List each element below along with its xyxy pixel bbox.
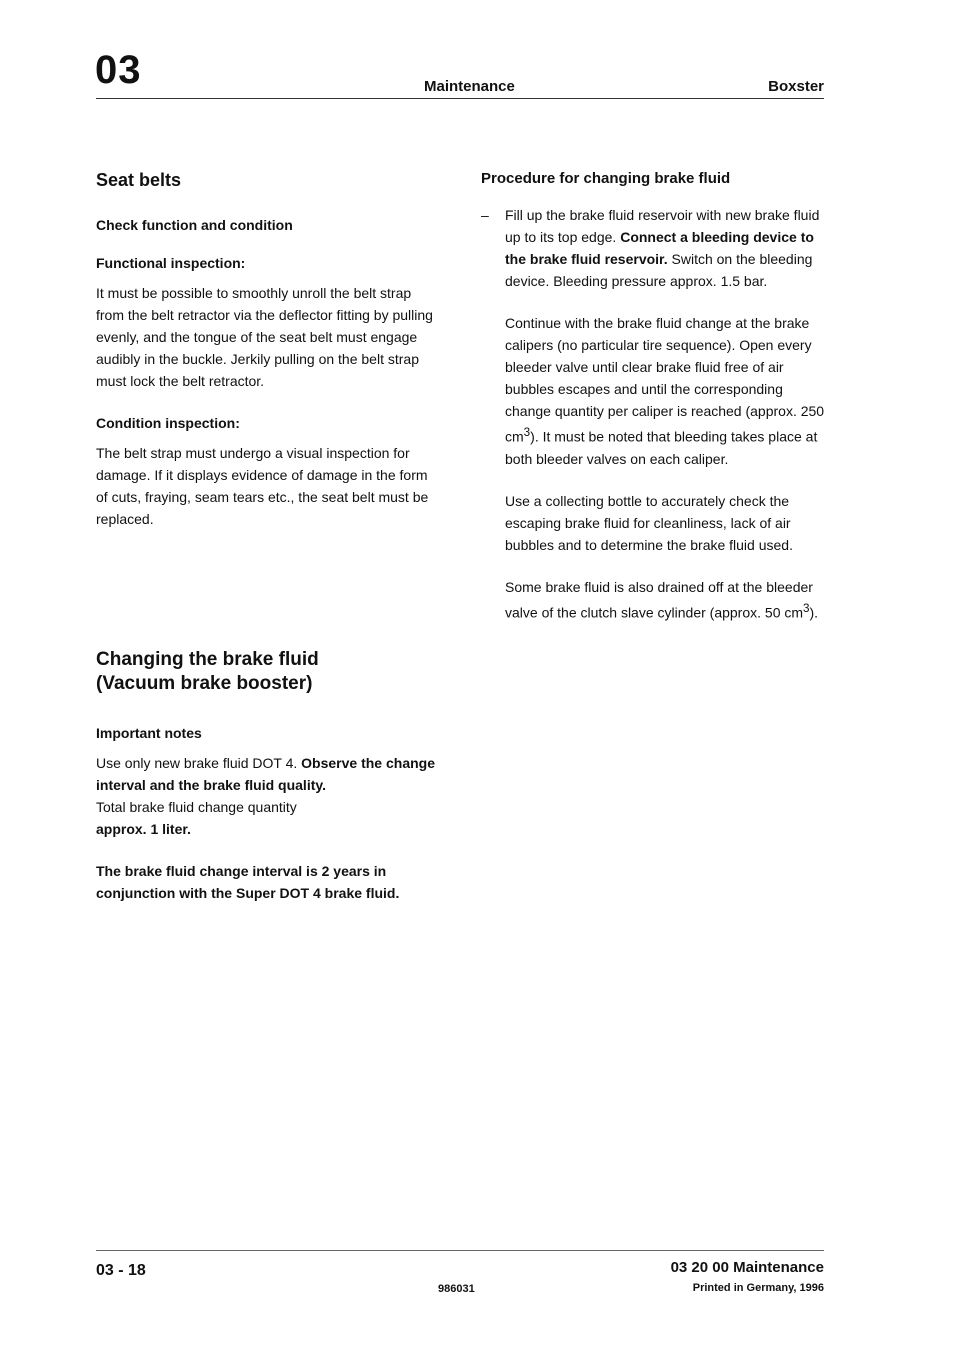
footer-rule (96, 1250, 824, 1251)
para-4b: ). (809, 604, 819, 621)
seat-belts-subtitle: Check function and condition (96, 217, 293, 233)
printed-note: Printed in Germany, 1996 (692, 1282, 824, 1294)
para-4-sup: 3 (803, 601, 810, 615)
page-number: 03 - 18 (96, 1262, 146, 1279)
change-interval-text: The brake fluid change interval is 2 years in conjunction with the Super DOT 4 brake fluid. (96, 863, 400, 901)
step-text-2: Switch on the bleeding device. Bleeding pressure approx. 1.5 bar. (505, 251, 813, 289)
right-column (481, 168, 826, 643)
brake-fluid-heading-line-1: Changing the brake fluid (96, 649, 319, 670)
functional-text-2: Jerkily pulling on the belt strap must lock the belt retractor. (96, 351, 419, 389)
notes-bold-2: approx. 1 liter. (96, 821, 191, 837)
header-model-name: Boxster (768, 78, 824, 95)
procedure-step-fill-reservoir (481, 204, 826, 292)
functional-inspection-label: Functional inspection: (96, 255, 246, 271)
left-column (96, 168, 436, 924)
step-bold: Connect a bleeding device to the brake fluid reservoir. (505, 229, 814, 267)
para-2b: ). It must be noted that bleeding takes place at both bleeder valves on each caliper. (505, 428, 818, 467)
important-notes-label: Important notes (96, 725, 202, 741)
header-section-title: Maintenance (424, 78, 515, 95)
footer-section-title: 03 20 00 Maintenance (670, 1259, 824, 1276)
procedure-heading: Procedure for changing brake fluid (481, 170, 731, 187)
notes-text-2: Total brake fluid change quantity (96, 799, 297, 815)
header-rule (96, 98, 824, 99)
para-2-sup: 3 (523, 426, 531, 439)
procedure-para-clutch-slave (481, 576, 826, 624)
procedure-para-collecting-bottle: Use a collecting bottle to accurately check the escaping brake fluid for cleanliness, lack of air bubbles and to determine the brake fluid used. (505, 492, 793, 553)
para-2a: Continue with the brake fluid change at the brake calipers (no particular tire sequence). Open every bleeder valve until clear brake fluid free of air bubbles escapes and until the corresponding change quantity per caliper is reached (approx. 250 cm (505, 315, 825, 445)
brake-fluid-heading (96, 648, 436, 696)
condition-inspection-label: Condition inspection: (96, 415, 240, 431)
important-notes-text (96, 752, 436, 840)
para-4a: Some brake fluid is also drained off at the bleeder valve of the clutch slave cylinder (approx. 50 cm (505, 578, 813, 621)
step-dash: – (481, 207, 489, 223)
brake-fluid-heading-line-2: (Vacuum brake booster) (96, 673, 313, 694)
functional-text-1: It must be possible to smoothly unroll the belt strap from the belt retractor via the deflector fitting by pulling evenly, and the tongue of the seat belt must engage audibly in the buckle. (96, 285, 433, 367)
notes-bold-1: Observe the change interval and the brake fluid quality. (96, 755, 435, 793)
section-spacer (96, 550, 436, 648)
functional-inspection-text (96, 282, 436, 392)
step-text-1: Fill up the brake fluid reservoir with new brake fluid up to its top edge. (505, 207, 820, 245)
chapter-number: 03 (95, 48, 142, 92)
condition-inspection-text: The belt strap must undergo a visual inspection for damage. If it displays evidence of damage in the form of cuts, fraying, seam tears etc., the seat belt must be replaced. (96, 445, 429, 527)
document-code: 986031 (438, 1283, 475, 1295)
seat-belts-heading: Seat belts (96, 170, 182, 190)
procedure-para-calipers (481, 312, 826, 470)
notes-text-1: Use only new brake fluid DOT 4. (96, 755, 302, 771)
